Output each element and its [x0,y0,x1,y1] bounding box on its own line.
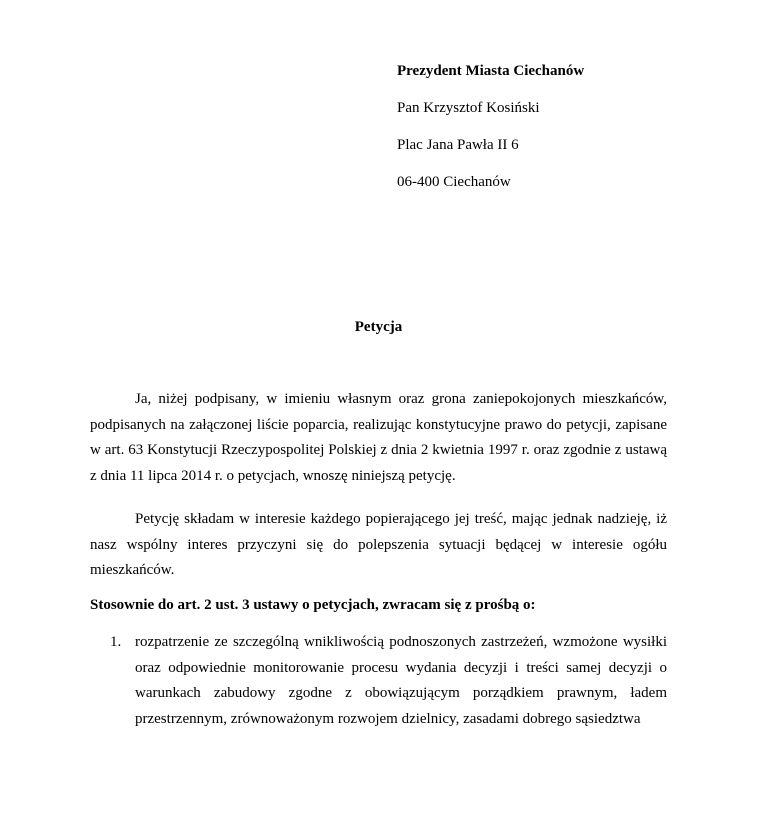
recipient-address-block [397,60,584,208]
list-item-number: 1. [110,634,122,650]
recipient-title: Prezydent Miasta Ciechanów [397,63,585,79]
request-heading: Stosownie do art. 2 ust. 3 ustawy o petycjach, zwracam się z prośbą o: [90,597,536,613]
recipient-city: 06-400 Ciechanów [397,174,511,190]
list-item [90,630,667,732]
paragraph-intro [90,387,667,489]
document-title: Petycja [354,319,403,335]
recipient-street: Plac Jana Pawła II 6 [397,137,519,153]
list-item-text: rozpatrzenie ze szczególną wnikliwością podnoszonych zastrzeżeń, wzmożone wysiłki oraz odpowiednie monitorowanie procesu wydania decyzji i treści samej decyzji o warunkach zabudowy zgodne z obowiązującym porządkiem prawnym, ładem przestrzennym, zrównoważonym rozwojem dzielnicy, zasadami dobrego sąsiedztwa [135,634,667,727]
paragraph-text: Petycję składam w interesie każdego popierającego jej treść, mając jednak nadzieję, iż nasz wspólny interes przyczyni się do polepszenia sytuacji będącej w interesie ogółu mieszkańców. [90,511,667,578]
paragraph-text: Ja, niżej podpisany, w imieniu własnym oraz grona zaniepokojonych mieszkańców, podpisanych na załączonej liście poparcia, realizując konstytucyjne prawo do petycji, zapisane w art. 63 Konstytucji Rzeczypospolitej Polskiej z dnia 2 kwietnia 1997 r. oraz zgodnie z ustawą z dnia 11 lipca 2014 r. o petycjach, wnoszę niniejszą petycję. [90,391,667,484]
request-list [90,630,667,732]
paragraph-interest [90,507,667,584]
recipient-name: Pan Krzysztof Kosiński [397,100,540,116]
